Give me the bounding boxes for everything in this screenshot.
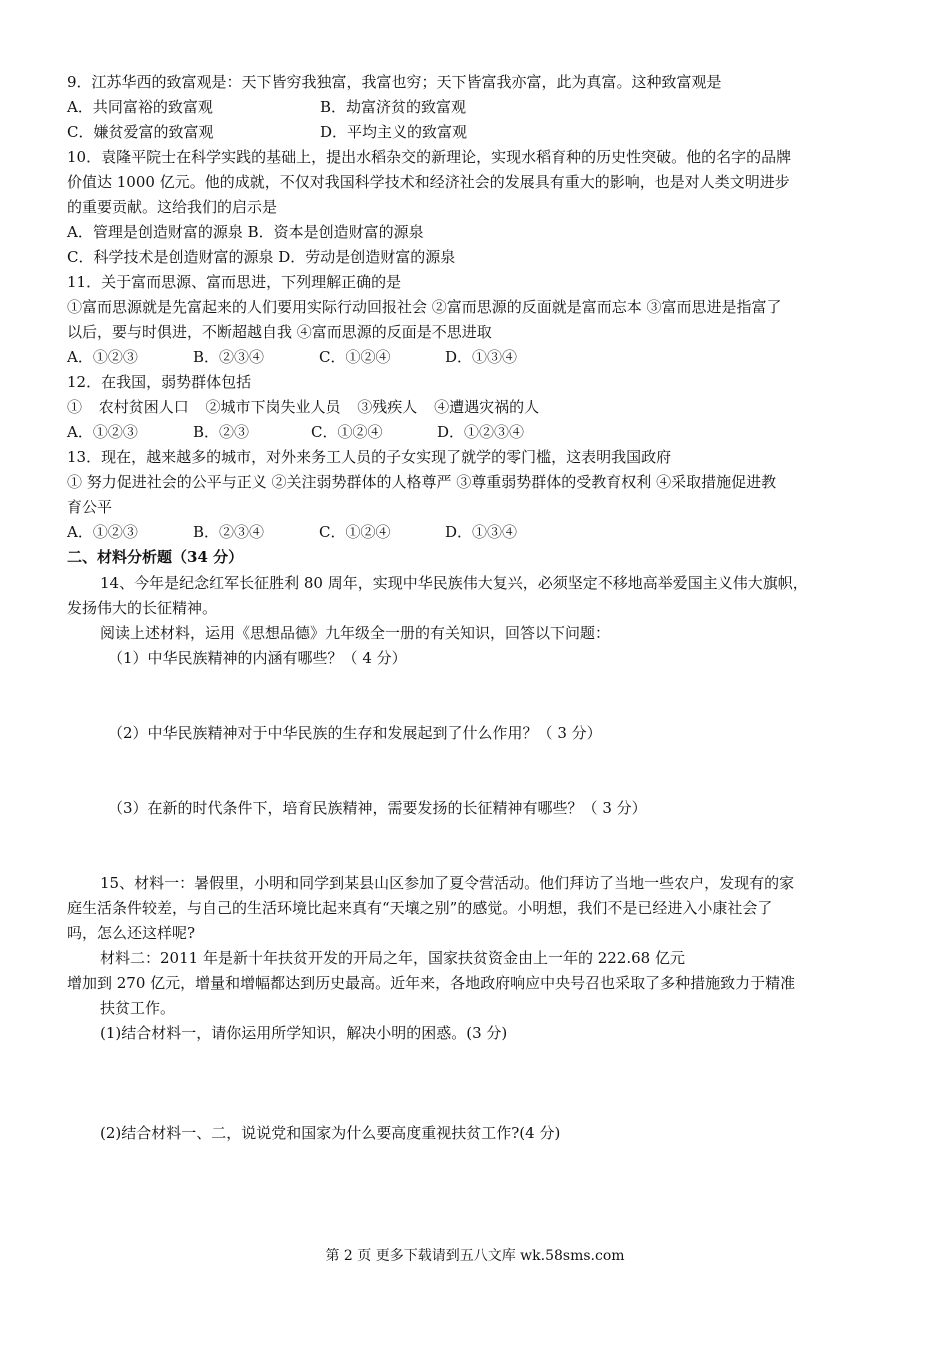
q9-option-c: C．嫌贫爱富的致富观 <box>67 123 214 141</box>
q15-material1-line3: 吗，怎么还这样呢? <box>67 924 196 942</box>
q15-material2-line1: 材料二：2011 年是新十年扶贫开发的开局之年，国家扶贫资金由上一年的 222.68 亿元 <box>100 949 685 967</box>
q10-stem-line1: 10．袁隆平院士在科学实践的基础上，提出水稻杂交的新理论，实现水稻育种的历史性突破。他的名字的品牌 <box>67 148 792 166</box>
q11-option-a: A．①②③ <box>67 348 138 366</box>
q13-option-b: B．②③④ <box>193 523 265 541</box>
q14-sub1: （1）中华民族精神的内涵有哪些？（ 4 分） <box>108 649 407 667</box>
q12-items: ① 农村贫困人口 ②城市下岗失业人员 ③残疾人 ④遭遇灾祸的人 <box>67 398 540 416</box>
q9-options-row2 <box>67 122 467 142</box>
q11-option-d: D．①③④ <box>445 348 518 366</box>
q12-stem: 12．在我国，弱势群体包括 <box>67 373 252 391</box>
q12-option-b: B．②③ <box>193 423 250 441</box>
q11-stem: 11．关于富而思源、富而思进，下列理解正确的是 <box>67 273 402 291</box>
q10-stem-line2: 价值达 1000 亿元。他的成就，不仅对我国科学技术和经济社会的发展具有重大的影响，也是对人类文明进步 <box>67 173 790 191</box>
q15-material2-line2: 增加到 270 亿元，增量和增幅都达到历史最高。近年来，各地政府响应中央号召也采取了多种措施致力于精准 <box>67 974 796 992</box>
q9-options-row1 <box>67 97 466 117</box>
q13-option-c: C．①②④ <box>319 523 391 541</box>
q14-sub2: （2）中华民族精神对于中华民族的生存和发展起到了什么作用？（ 3 分） <box>108 724 602 742</box>
q12-option-a: A．①②③ <box>67 423 138 441</box>
q15-material1-line1: 15、材料一：暑假里，小明和同学到某县山区参加了夏令营活动。他们拜访了当地一些农户，发现有的家 <box>100 874 795 892</box>
q13-options <box>67 522 517 542</box>
q13-stem: 13．现在，越来越多的城市，对外来务工人员的子女实现了就学的零门槛，这表明我国政府 <box>67 448 672 466</box>
q13-items-line1: ① 努力促进社会的公平与正义 ②关注弱势群体的人格尊严 ③尊重弱势群体的受教育权利 ④采取措施促进教 <box>67 473 777 491</box>
q15-material1-line2: 庭生活条件较差，与自己的生活环境比起来真有“天壤之别”的感觉。小明想，我们不是已经进入小康社会了 <box>67 899 773 917</box>
q11-options <box>67 347 517 367</box>
q12-option-c: C．①②④ <box>311 423 383 441</box>
q12-options <box>67 422 524 442</box>
q11-option-b: B．②③④ <box>193 348 265 366</box>
q10-options-cd: C．科学技术是创造财富的源泉 D．劳动是创造财富的源泉 <box>67 248 456 266</box>
q9-option-b: B．劫富济贫的致富观 <box>320 98 467 116</box>
q14-sub3: （3）在新的时代条件下，培育民族精神，需要发扬的长征精神有哪些？（ 3 分） <box>108 799 647 817</box>
q9-option-d: D．平均主义的致富观 <box>320 123 468 141</box>
q15-sub2: (2)结合材料一、二，说说党和国家为什么要高度重视扶贫工作?(4 分) <box>100 1124 561 1142</box>
q14-text-line1: 14、今年是纪念红军长征胜利 80 周年，实现中华民族伟大复兴，必须坚定不移地高举爱国主义伟大旗帜， <box>100 574 808 592</box>
q11-option-c: C．①②④ <box>319 348 391 366</box>
q10-options-ab: A．管理是创造财富的源泉 B．资本是创造财富的源泉 <box>67 223 424 241</box>
q9-stem: 9．江苏华西的致富观是：天下皆穷我独富，我富也穷；天下皆富我亦富，此为真富。这种致富观是 <box>67 73 722 91</box>
q14-instruction: 阅读上述材料，运用《思想品德》九年级全一册的有关知识，回答以下问题： <box>100 624 611 642</box>
q15-material2-line3: 扶贫工作。 <box>100 999 176 1017</box>
q10-stem-line3: 的重要贡献。这给我们的启示是 <box>67 198 278 216</box>
q11-items-line1: ①富而思源就是先富起来的人们要用实际行动回报社会 ②富而思源的反面就是富而忘本 ③富而思进是指富了 <box>67 298 782 316</box>
q12-option-d: D．①②③④ <box>437 423 525 441</box>
q13-option-a: A．①②③ <box>67 523 138 541</box>
page-footer: 第 2 页 更多下载请到五八文库 wk.58sms.com <box>325 1248 625 1264</box>
q15-sub1: (1)结合材料一，请你运用所学知识，解决小明的困惑。(3 分) <box>100 1024 508 1042</box>
q13-items-line2: 育公平 <box>67 498 113 516</box>
q14-text-line2: 发扬伟大的长征精神。 <box>67 599 218 617</box>
q11-items-line2: 以后，要与时俱进，不断超越自我 ④富而思源的反面是不思进取 <box>67 323 492 341</box>
q13-option-d: D．①③④ <box>445 523 518 541</box>
q9-option-a: A．共同富裕的致富观 <box>67 98 213 116</box>
section-title: 二、材料分析题（34 分） <box>67 548 244 566</box>
